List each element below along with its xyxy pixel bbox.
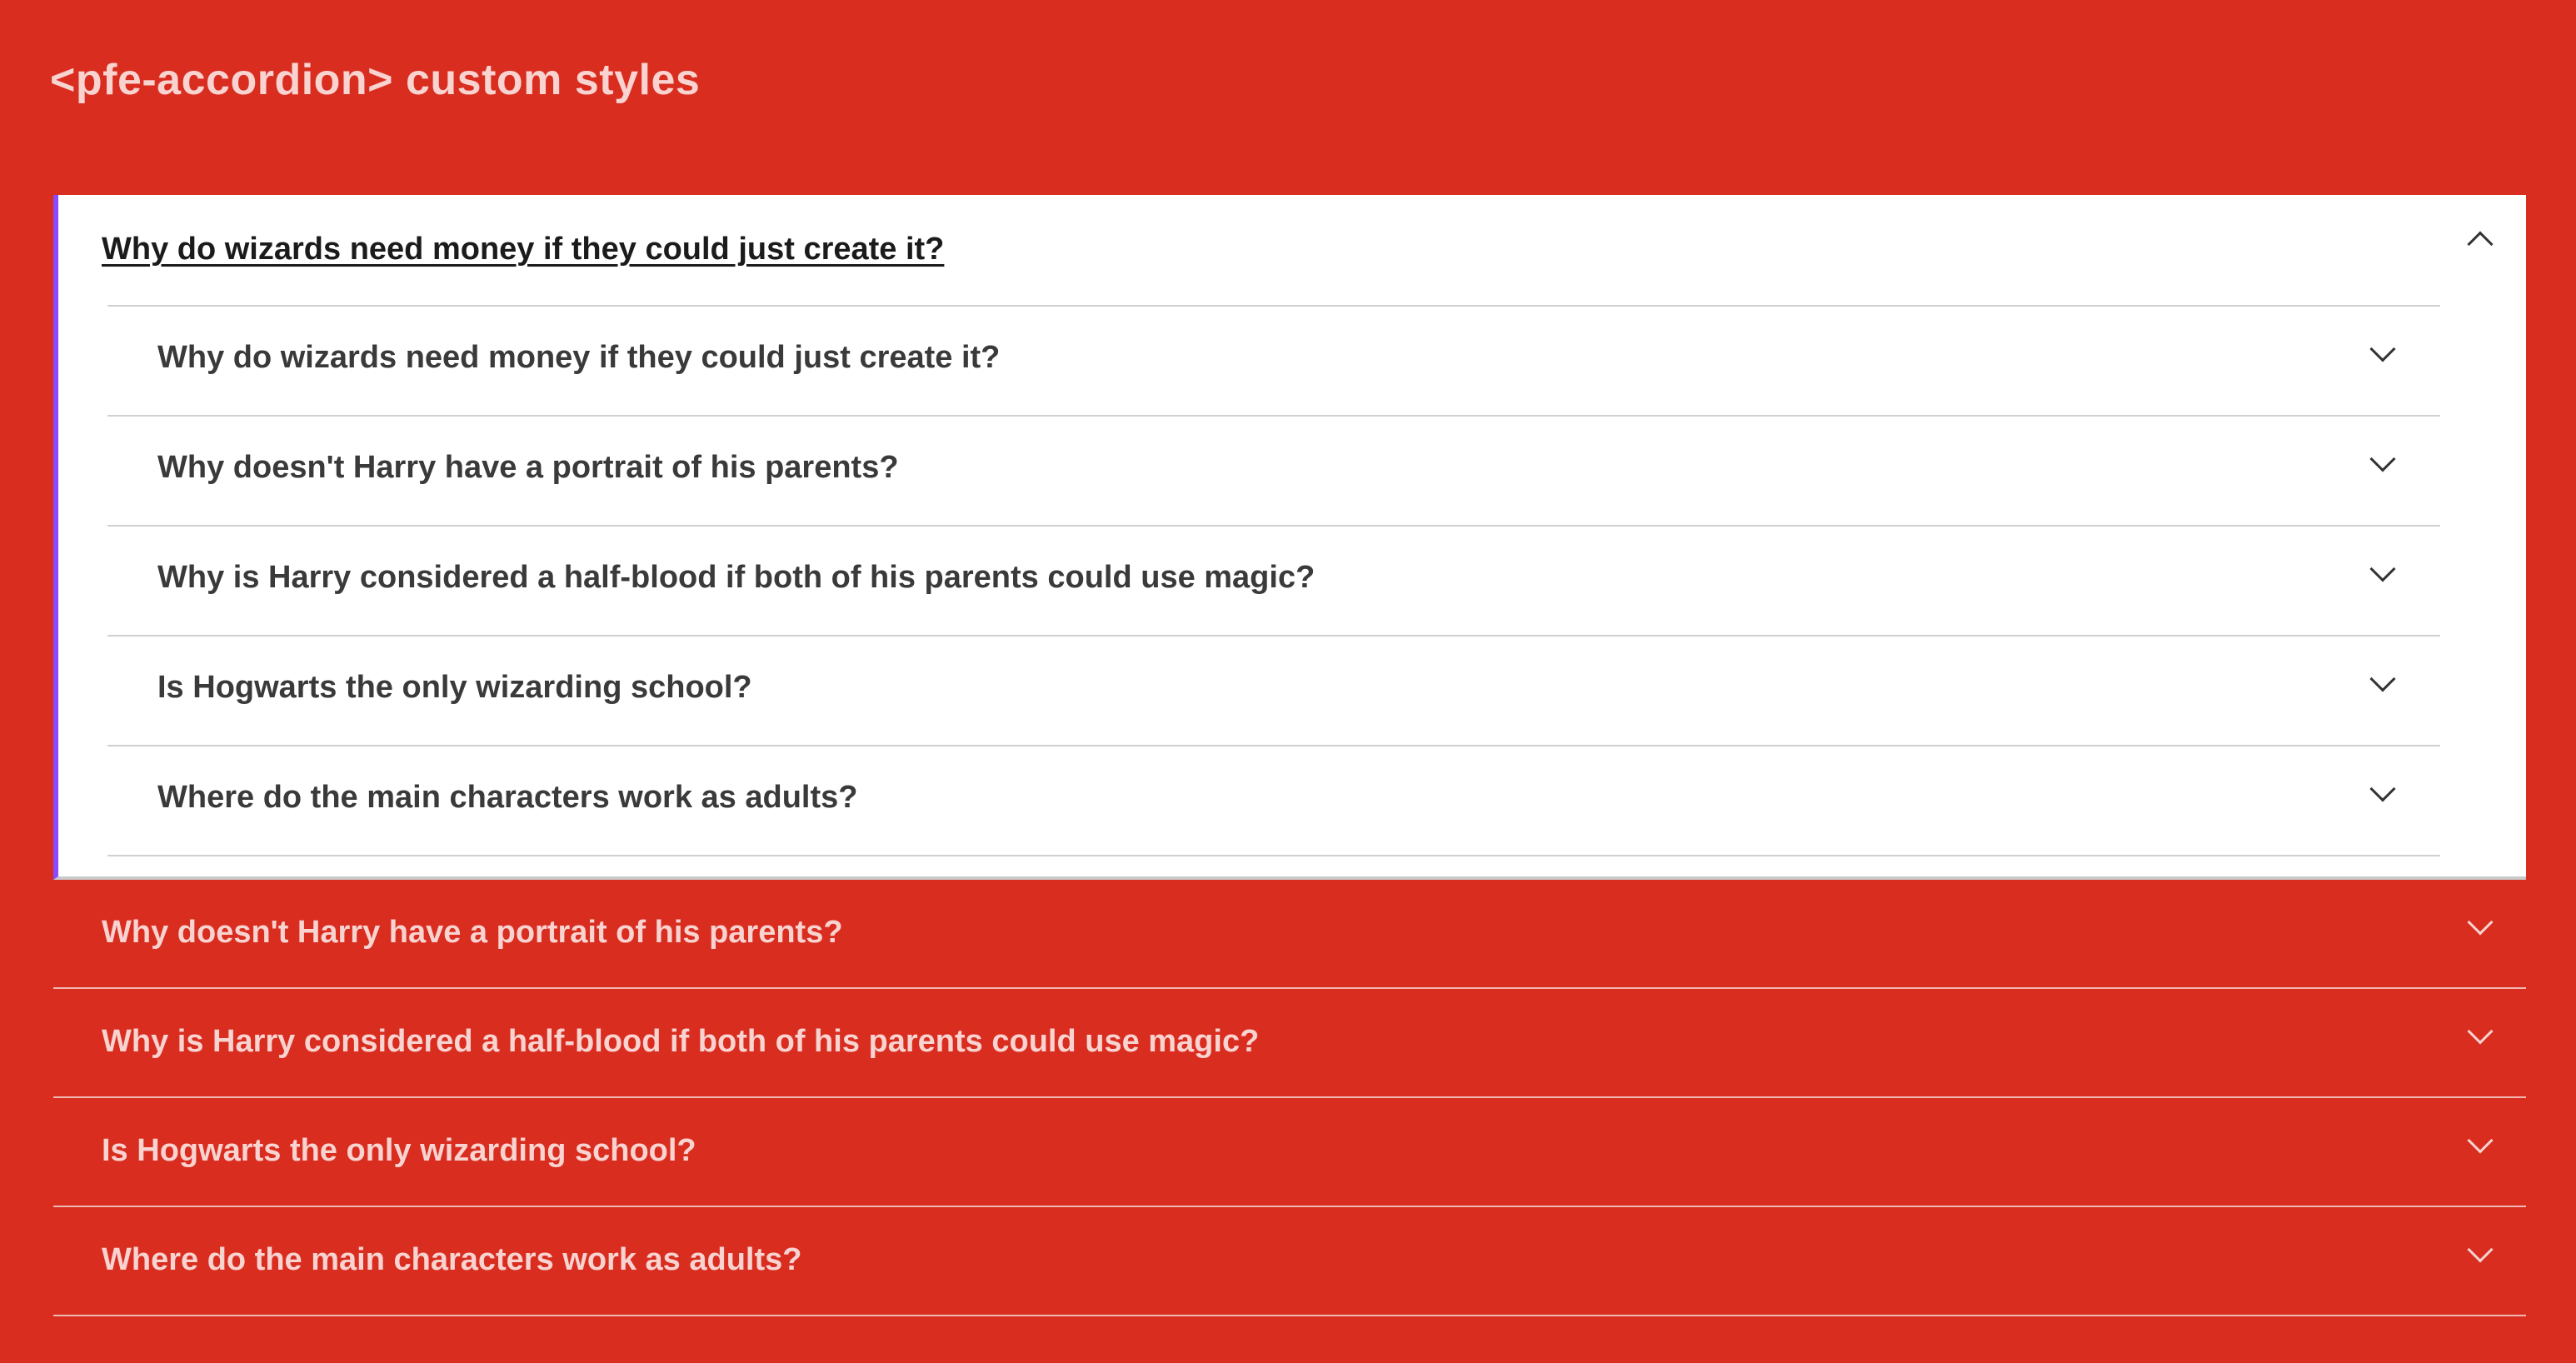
- accordion-item-label: Why doesn't Harry have a portrait of his parents?: [102, 915, 843, 950]
- accordion-item-collapsed[interactable]: [53, 989, 2526, 1098]
- accordion-item-label: Where do the main characters work as adults?: [102, 1242, 802, 1277]
- accordion: [53, 195, 2526, 1316]
- chevron-down-icon: [2369, 776, 2395, 801]
- nested-accordion-item-label: Why doesn't Harry have a portrait of his parents?: [157, 450, 899, 485]
- nested-accordion-item-label: Is Hogwarts the only wizarding school?: [157, 670, 752, 705]
- accordion-item-collapsed[interactable]: [53, 1098, 2526, 1207]
- chevron-up-icon: [2467, 231, 2493, 257]
- chevron-down-icon: [2369, 446, 2395, 472]
- chevron-down-icon: [2467, 1018, 2493, 1044]
- nested-accordion: [107, 305, 2440, 856]
- nested-accordion-item-label: Where do the main characters work as adults?: [157, 780, 858, 815]
- nested-accordion-item[interactable]: [107, 525, 2440, 635]
- nested-accordion-item[interactable]: [107, 305, 2440, 415]
- nested-accordion-item[interactable]: [107, 415, 2440, 525]
- page-title: <pfe-accordion> custom styles: [50, 56, 701, 104]
- accordion-header-expanded[interactable]: [58, 195, 2526, 305]
- chevron-down-icon: [2369, 556, 2395, 582]
- nested-accordion-item[interactable]: [107, 745, 2440, 856]
- accordion-header-label: Why do wizards need money if they could just create it?: [102, 232, 945, 267]
- accordion-item-collapsed[interactable]: [53, 1207, 2526, 1316]
- chevron-down-icon: [2467, 1127, 2493, 1153]
- nested-accordion-item-label: Why do wizards need money if they could just create it?: [157, 340, 1001, 375]
- nested-accordion-item-label: Why is Harry considered a half-blood if both of his parents could use magic?: [157, 560, 1315, 595]
- accordion-item-label: Is Hogwarts the only wizarding school?: [102, 1133, 696, 1168]
- chevron-down-icon: [2369, 336, 2395, 362]
- chevron-down-icon: [2369, 666, 2395, 691]
- chevron-down-icon: [2467, 1236, 2493, 1262]
- accordion-item-collapsed[interactable]: [53, 880, 2526, 989]
- nested-accordion-item[interactable]: [107, 635, 2440, 745]
- accordion-panel-expanded: [53, 195, 2526, 880]
- chevron-down-icon: [2467, 909, 2493, 935]
- accordion-item-label: Why is Harry considered a half-blood if both of his parents could use magic?: [102, 1024, 1260, 1059]
